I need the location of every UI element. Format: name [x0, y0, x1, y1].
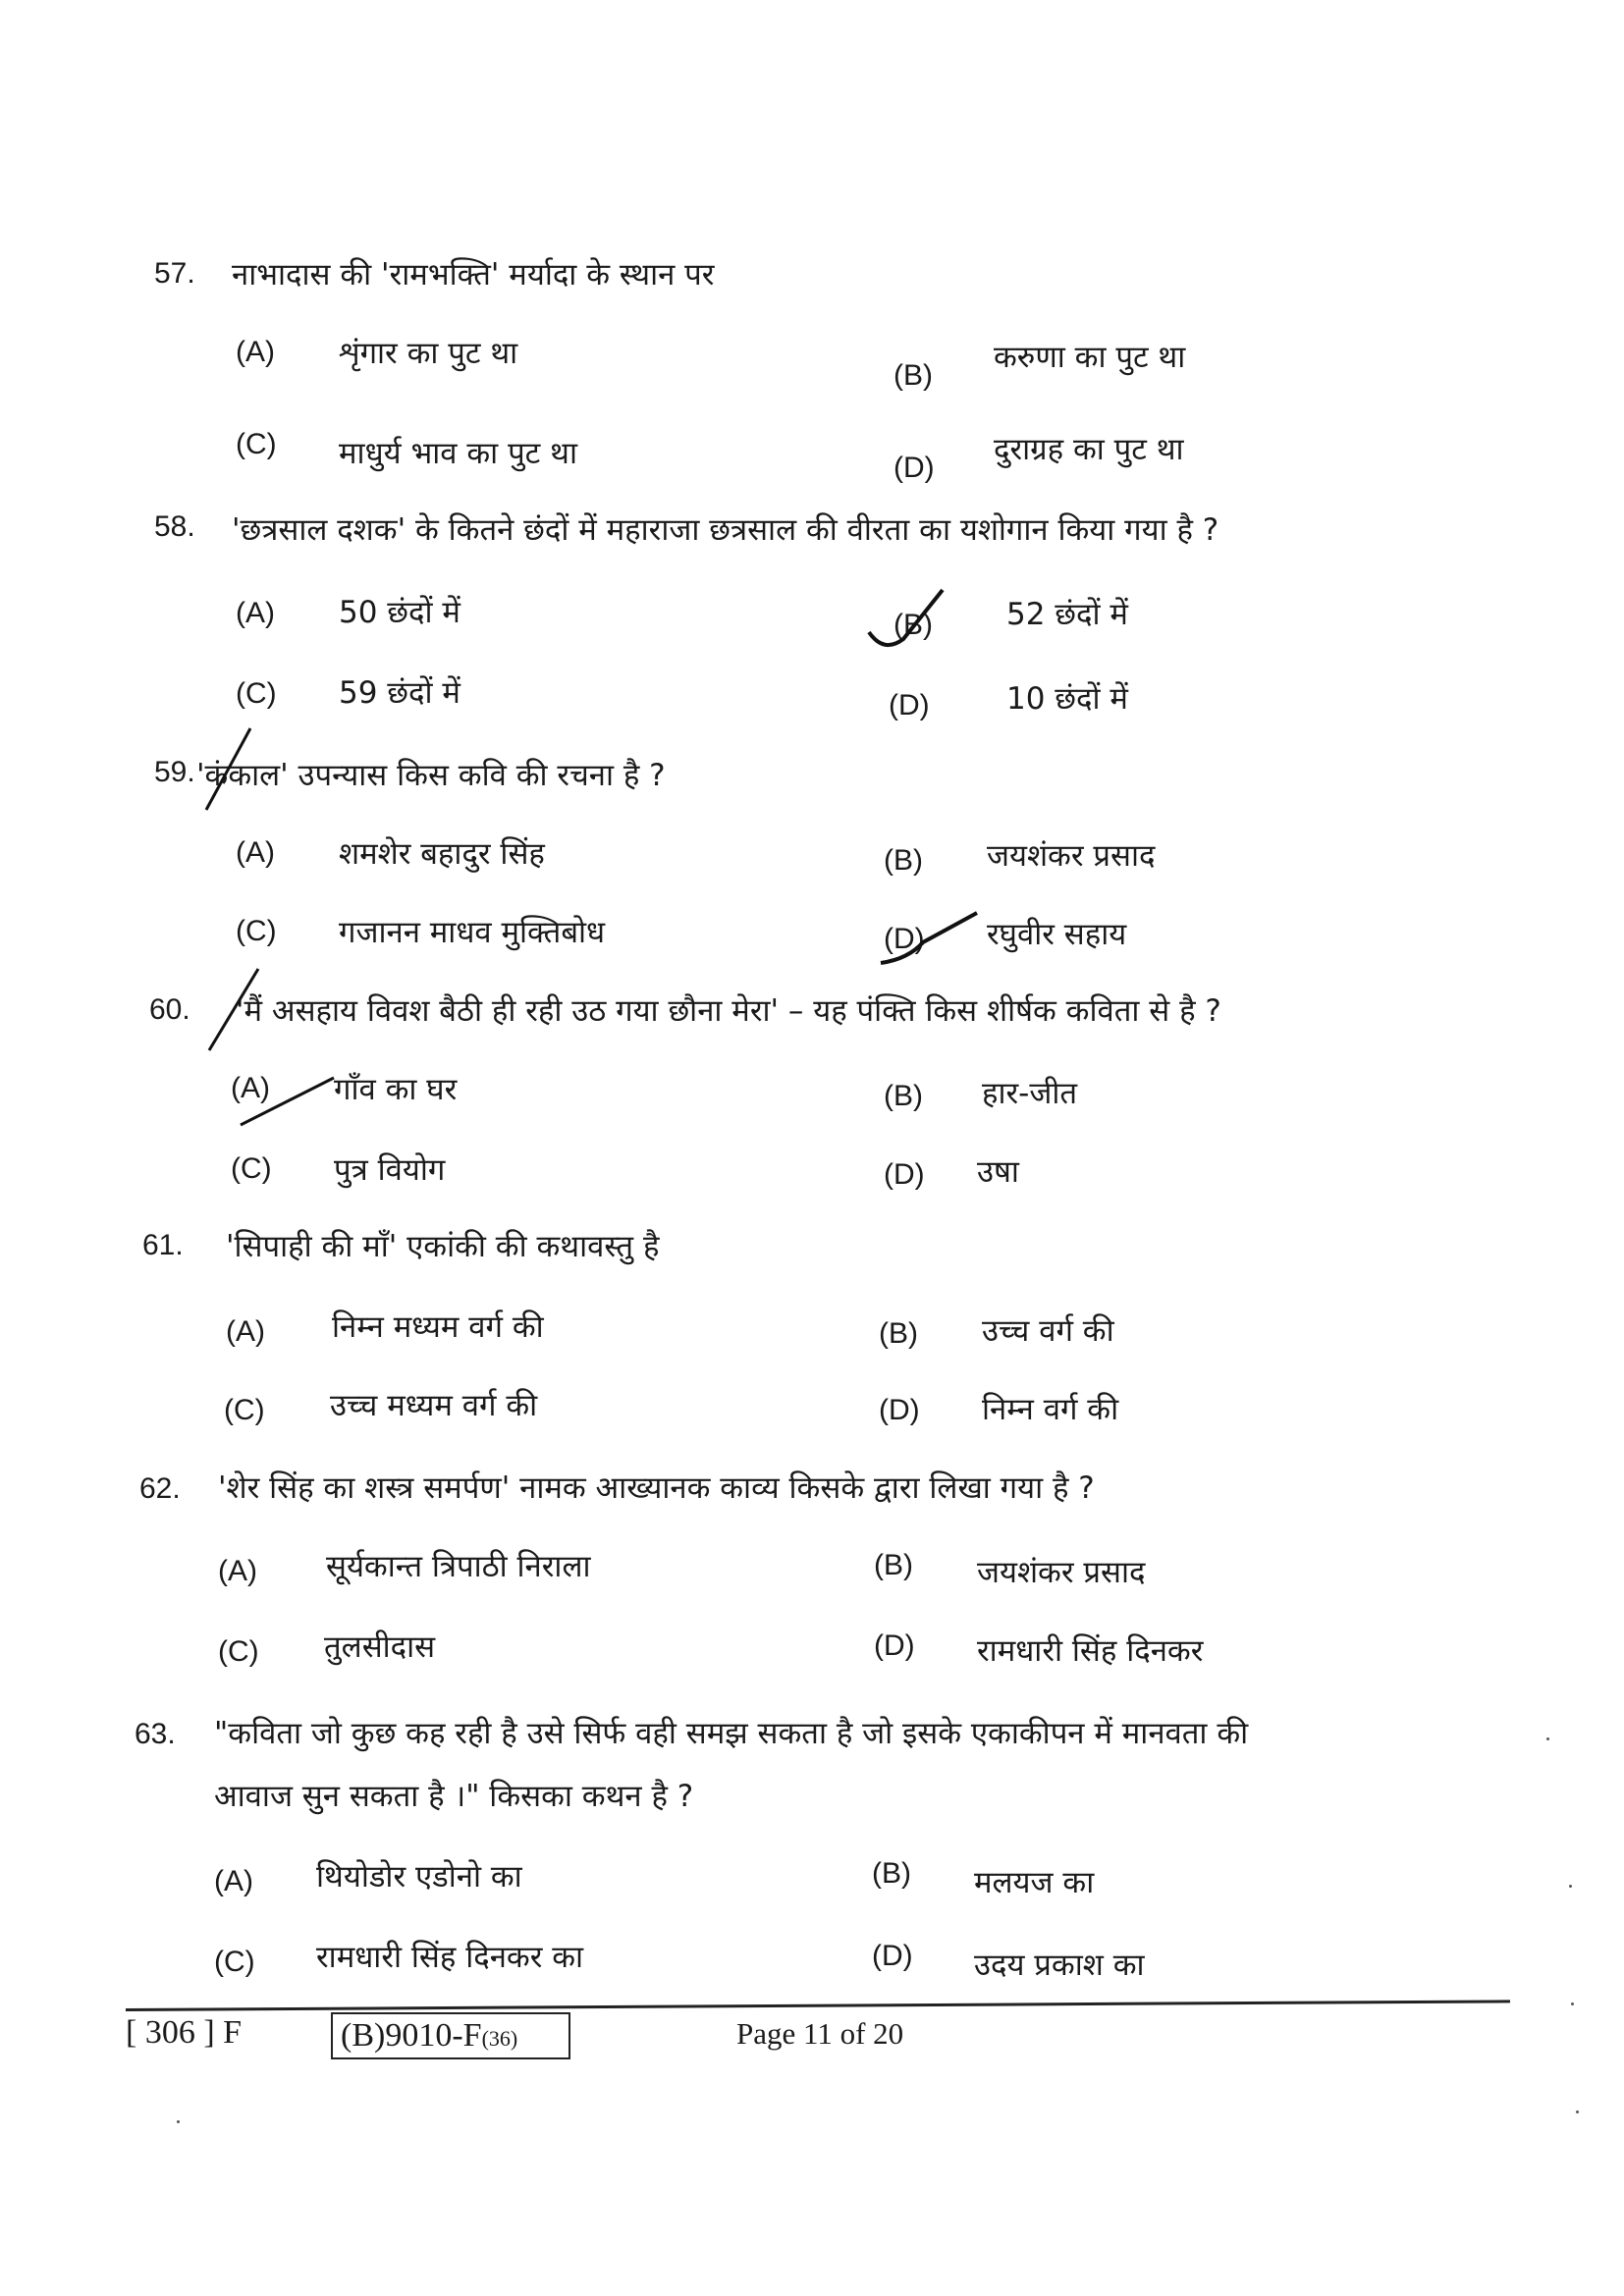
option-d-label: (D) [889, 689, 930, 721]
question-number: 59. [154, 756, 195, 788]
pen-stroke-icon [201, 967, 270, 1055]
option-a-text: निम्न मध्यम वर्ग की [332, 1309, 544, 1345]
question-text: 'छत्रसाल दशक' के कितने छंदों में महाराजा छत्रसाल की वीरता का यशोगान किया गया है ? [232, 512, 1219, 548]
paper-code: [ 306 ] F [126, 2014, 243, 2051]
option-a-label: (A) [226, 1315, 265, 1348]
option-c-label: (C) [236, 677, 277, 710]
option-b-text: जयशंकर प्रसाद [977, 1555, 1146, 1590]
question-number: 57. [154, 257, 195, 290]
option-d-label: (D) [879, 1394, 920, 1426]
option-a-label: (A) [236, 836, 275, 869]
option-a-text: 50 छंदों में [339, 595, 460, 630]
option-c-text: रामधारी सिंह दिनकर का [316, 1940, 584, 1975]
booklet-code: (B)9010-F [341, 2017, 482, 2054]
option-c-label: (C) [231, 1152, 272, 1185]
option-a-text: सूर्यकान्त त्रिपाठी निराला [326, 1549, 591, 1584]
option-a-label: (A) [214, 1865, 253, 1897]
option-b-text: जयशंकर प्रसाद [987, 838, 1156, 874]
option-c-label: (C) [236, 915, 277, 947]
option-d-text: 10 छंदों में [1006, 681, 1128, 717]
option-c-label: (C) [224, 1394, 265, 1426]
option-c-label: (C) [214, 1946, 255, 1978]
option-b-label: (B) [884, 1080, 923, 1112]
footer-divider [126, 2000, 1510, 2011]
option-a-label: (A) [218, 1555, 257, 1587]
option-a-text: गाँव का घर [334, 1072, 458, 1107]
answer-tick-mark-icon [864, 585, 952, 664]
option-d-label: (D) [874, 1629, 915, 1662]
pen-stroke-icon [196, 726, 265, 815]
option-d-label: (D) [893, 452, 935, 484]
answer-tick-mark-icon [236, 1070, 344, 1129]
option-d-text: निम्न वर्ग की [982, 1392, 1119, 1427]
answer-tick-mark-icon [879, 908, 987, 967]
option-c-text: उच्च मध्यम वर्ग की [330, 1388, 538, 1423]
scan-speck [1569, 1885, 1572, 1888]
question-number: 61. [142, 1229, 184, 1261]
booklet-code-box [331, 2012, 570, 2059]
question-number: 60. [149, 993, 190, 1026]
question-number: 63. [135, 1718, 176, 1750]
question-text-line-1: "कविता जो कुछ कह रही है उसे सिर्फ वही समझ सकता है जो इसके एकाकीपन में मानवता की [214, 1716, 1249, 1751]
booklet-code-sub: (36) [481, 2026, 518, 2051]
option-c-text: माधुर्य भाव का पुट था [339, 436, 577, 471]
question-text: 'मैं असहाय विवश बैठी ही रही उठ गया छौना मेरा' – यह पंक्ति किस शीर्षक कविता से है ? [236, 993, 1221, 1029]
option-b-label: (B) [884, 844, 923, 877]
option-b-label: (B) [872, 1857, 911, 1890]
option-a-text: शमशेर बहादुर सिंह [339, 836, 545, 872]
option-a-text: शृंगार का पुट था [339, 336, 518, 371]
option-b-label: (B) [893, 359, 933, 392]
option-d-label: (D) [884, 923, 925, 955]
question-text: 'सिपाही की माँ' एकांकी की कथावस्तु है [226, 1229, 660, 1264]
option-b-text: हार-जीत [982, 1076, 1078, 1111]
option-a-label: (A) [236, 336, 275, 368]
option-b-label: (B) [879, 1317, 918, 1350]
option-d-text: दुराग्रह का पुट था [994, 432, 1184, 467]
option-b-text: मलयज का [974, 1865, 1095, 1900]
option-c-text: पुत्र वियोग [334, 1152, 446, 1188]
option-d-text: उषा [977, 1154, 1019, 1190]
question-number: 58. [154, 510, 195, 543]
option-d-label: (D) [884, 1158, 925, 1191]
option-d-text: रघुवीर सहाय [987, 917, 1127, 952]
option-d-label: (D) [872, 1940, 913, 1972]
scan-speck [1571, 2002, 1574, 2005]
option-b-text: 52 छंदों में [1006, 597, 1128, 632]
option-a-label: (A) [231, 1072, 270, 1104]
option-a-label: (A) [236, 597, 275, 629]
scan-speck [177, 2120, 180, 2123]
question-text: 'शेर सिंह का शस्त्र समर्पण' नामक आख्यानक काव्य किसके द्वारा लिखा गया है ? [218, 1470, 1095, 1506]
option-b-text: करुणा का पुट था [994, 340, 1186, 375]
page-number: Page 11 of 20 [736, 2016, 904, 2051]
option-c-label: (C) [218, 1635, 259, 1668]
option-d-text: उदय प्रकाश का [974, 1948, 1145, 1983]
option-c-text: 59 छंदों में [339, 675, 460, 711]
question-number: 62. [139, 1472, 181, 1505]
option-b-label: (B) [874, 1549, 913, 1581]
scan-speck [1576, 2110, 1579, 2113]
option-a-text: थियोडोर एडोनो का [316, 1859, 522, 1895]
option-b-text: उच्च वर्ग की [982, 1313, 1114, 1349]
scan-speck [1546, 1737, 1549, 1740]
option-c-text: तुलसीदास [324, 1629, 436, 1665]
option-d-text: रामधारी सिंह दिनकर [977, 1633, 1204, 1669]
question-text: नाभादास की 'रामभक्ति' मर्यादा के स्थान पर [232, 257, 715, 293]
option-b-label: (B) [893, 609, 933, 641]
question-text-line-2: आवाज सुन सकता है ।" किसका कथन है ? [214, 1779, 694, 1814]
question-text: 'कंकाल' उपन्यास किस कवि की रचना है ? [196, 758, 666, 793]
option-c-text: गजानन माधव मुक्तिबोध [339, 915, 606, 950]
option-c-label: (C) [236, 428, 277, 460]
